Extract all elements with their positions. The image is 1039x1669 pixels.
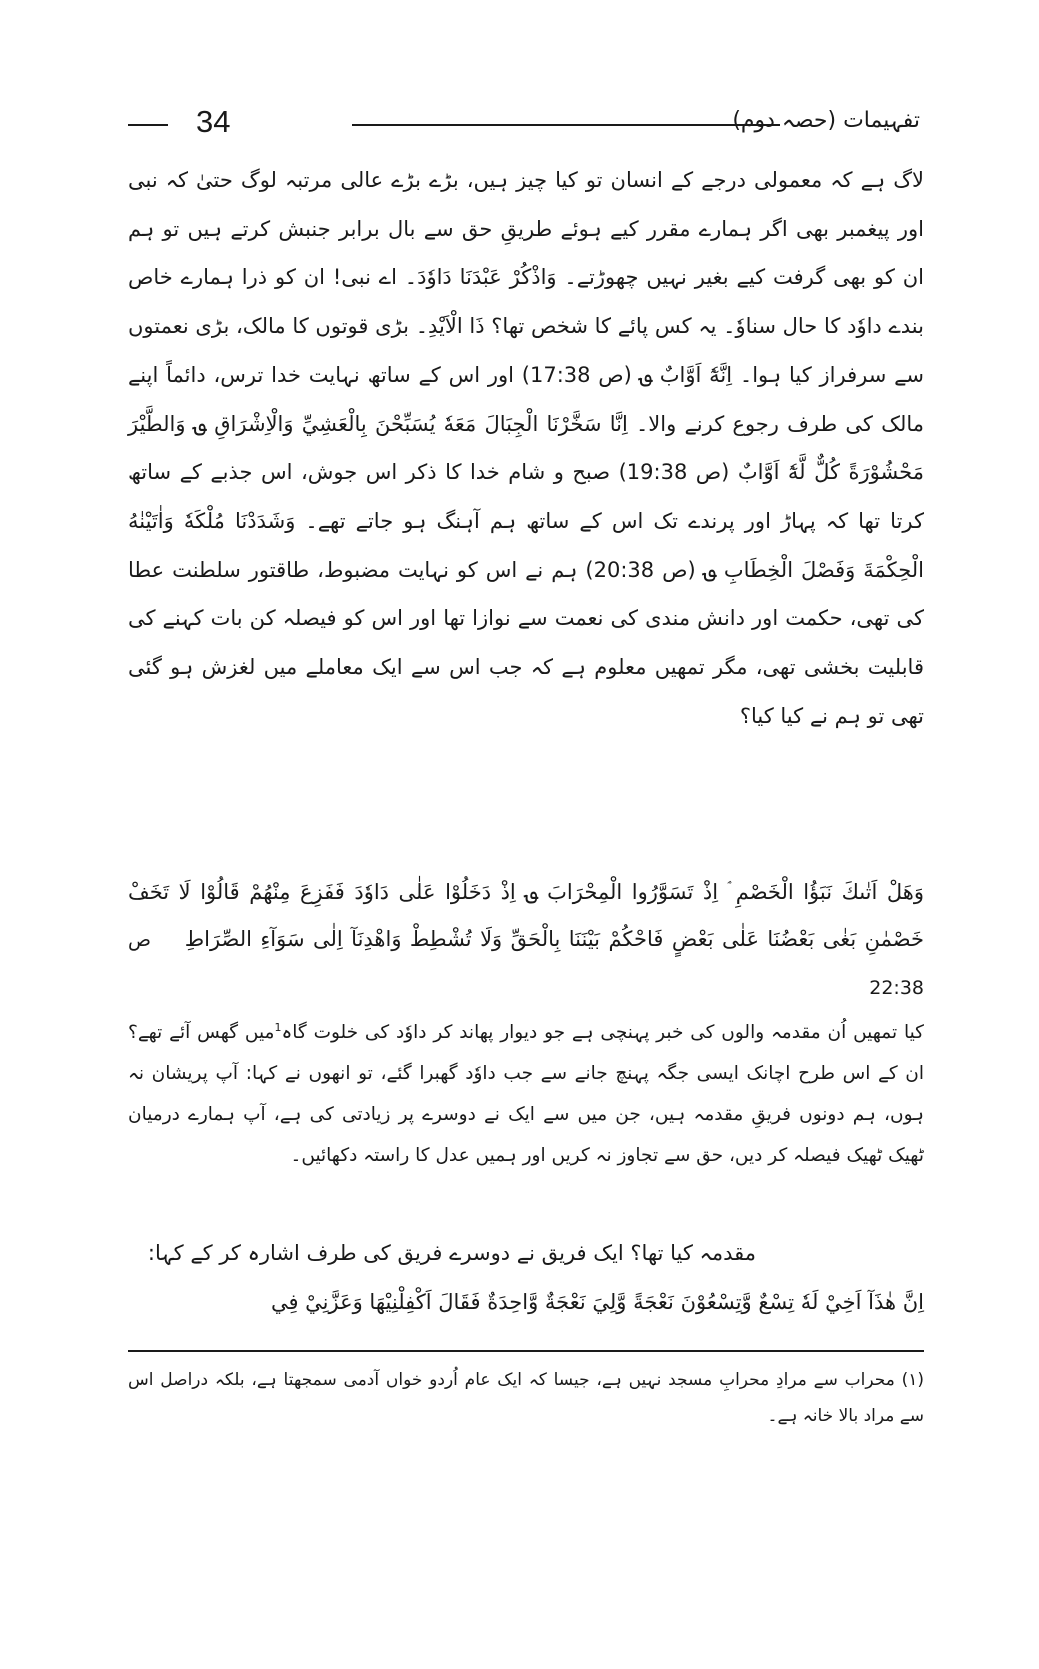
- translation-after: میں گھس آئے تھے؟ ان کے اس طرح اچانک ایسی جگہ پہنچ جانے سے جب داوٗد گھبرا گئے، تو انھوں نے کہا: آپ پریشان نہ ہوں، ہم دونوں فریقِ مقدمہ ہیں، جن میں سے ایک نے دوسرے پر زیادتی کی ہے، آپ ہمارے درمیان ٹھیک ٹھیک فیصلہ کر دیں، حق سے تجاوز نہ کریں اور ہمیں عدل کا راستہ دکھائیں۔: [128, 1022, 924, 1166]
- verse-arabic: وَهَلْ اَتٰىكَ نَبَؤُا الْخَصْمِ ۘ اِذْ تَسَوَّرُوا الْمِحْرَابَ ؈ اِذْ دَخَلُوْا عَلٰى دَاوٗدَ فَفَزِعَ مِنْهُمْ قَالُوْا لَا تَخَفْ خَصْمٰنِ بَغٰى بَعْضُنَا عَلٰى بَعْضٍ فَاحْكُمْ بَيْنَنَا بِالْحَقِّ وَلَا تُشْطِطْ وَاهْدِنَآ اِلٰى سَوَآءِ الصِّرَاطِ: [128, 880, 924, 951]
- footnote: [128, 1362, 924, 1434]
- quranic-verse: [128, 869, 924, 1012]
- tail-line-1: مقدمہ کیا تھا؟ ایک فریق نے دوسرے فریق کی طرف اشارہ کر کے کہا:: [147, 1241, 756, 1265]
- continuation-text: [128, 1229, 924, 1327]
- tail-line-2: اِنَّ هٰذَآ اَخِيْ لَهٗ تِسْعٌ وَّتِسْعُوْنَ نَعْجَةً وَّلِيَ نَعْجَةٌ وَّاحِدَةٌ فَقَالَ اَكْفِلْنِيْهَا وَعَزَّنِيْ فِي: [270, 1290, 924, 1314]
- translation-text: [128, 1012, 924, 1176]
- translation-before: کیا تمھیں اُن مقدمہ والوں کی خبر پہنچی ہے جو دیوار پھاند کر داوٗد کی خلوت گاہ: [281, 1022, 924, 1043]
- page-number: 34: [196, 104, 231, 139]
- paragraph: لاگ ہے کہ معمولی درجے کے انسان تو کیا چیز ہیں، بڑے بڑے عالی مرتبہ لوگ حتیٰ کہ نبی اور پیغمبر بھی اگر ہمارے مقرر کیے ہوئے طریقِ حق سے بال برابر جنبش کرتے ہیں تو ہم ان کو بھی گرفت کیے بغیر نہیں چھوڑتے۔ وَاذْكُرْ عَبْدَنَا دَاوٗدَ۔ اے نبی! ان کو ذرا ہمارے خاص بندے داوٗد کا حال سناوٗ۔ یہ کس پائے کا شخص تھا؟ ذَا الْاَيْدِ۔ بڑی قوتوں کا مالک، بڑی نعمتوں سے سرفراز کیا ہوا۔ اِنَّهٗٓ اَوَّابٌ ؈ (ص 17:38) اور اس کے ساتھ نہایت خدا ترس، دائماً اپنے مالک کی طرف رجوع کرنے والا۔ اِنَّا سَخَّرْنَا الْجِبَالَ مَعَهٗ يُسَبِّحْنَ بِالْعَشِيِّ وَالْاِشْرَاقِ ؈ وَالطَّيْرَ مَحْشُوْرَةً كُلٌّ لَّهٗٓ اَوَّابٌ (ص 19:38) صبح و شام خدا کا ذکر اس جوش، اس جذبے کے ساتھ کرتا تھا کہ پہاڑ اور پرندے تک اس کے ساتھ ہم آہنگ ہو جاتے تھے۔ وَشَدَدْنَا مُلْكَهٗ وَاٰتَيْنٰهُ الْحِكْمَةَ وَفَصْلَ الْخِطَابِ ؈ (ص 20:38) ہم نے اس کو نہایت مضبوط، طاقتور سلطنت عطا کی تھی، حکمت اور دانش مندی کی نعمت سے نوازا تھا اور اس کو فیصلہ کن بات کہنے کی قابلیت بخشی تھی، مگر تمھیں معلوم ہے کہ جب اس سے ایک معاملے میں لغزش ہو گئی تھی تو ہم نے کیا کیا؟: [128, 168, 925, 728]
- footnote-marker: 1: [274, 1020, 282, 1034]
- running-header: [128, 104, 920, 144]
- main-text: [128, 156, 924, 740]
- book-title: تفہیمات (حصہ دوم): [732, 108, 920, 133]
- footnote-divider: [128, 1350, 924, 1352]
- header-rule-long: [352, 124, 780, 126]
- verse-reference: ص 22:38: [128, 929, 924, 999]
- verse-text: [128, 869, 924, 1012]
- footnote-text: (۱) محراب سے مرادِ محرابِ مسجد نہیں ہے، جیسا کہ ایک عام اُردو خواں آدمی سمجھتا ہے، بلکہ دراصل اس سے مراد بالا خانہ ہے۔: [128, 1370, 924, 1426]
- verse-translation: [128, 1012, 924, 1176]
- header-rule-short: [128, 124, 168, 126]
